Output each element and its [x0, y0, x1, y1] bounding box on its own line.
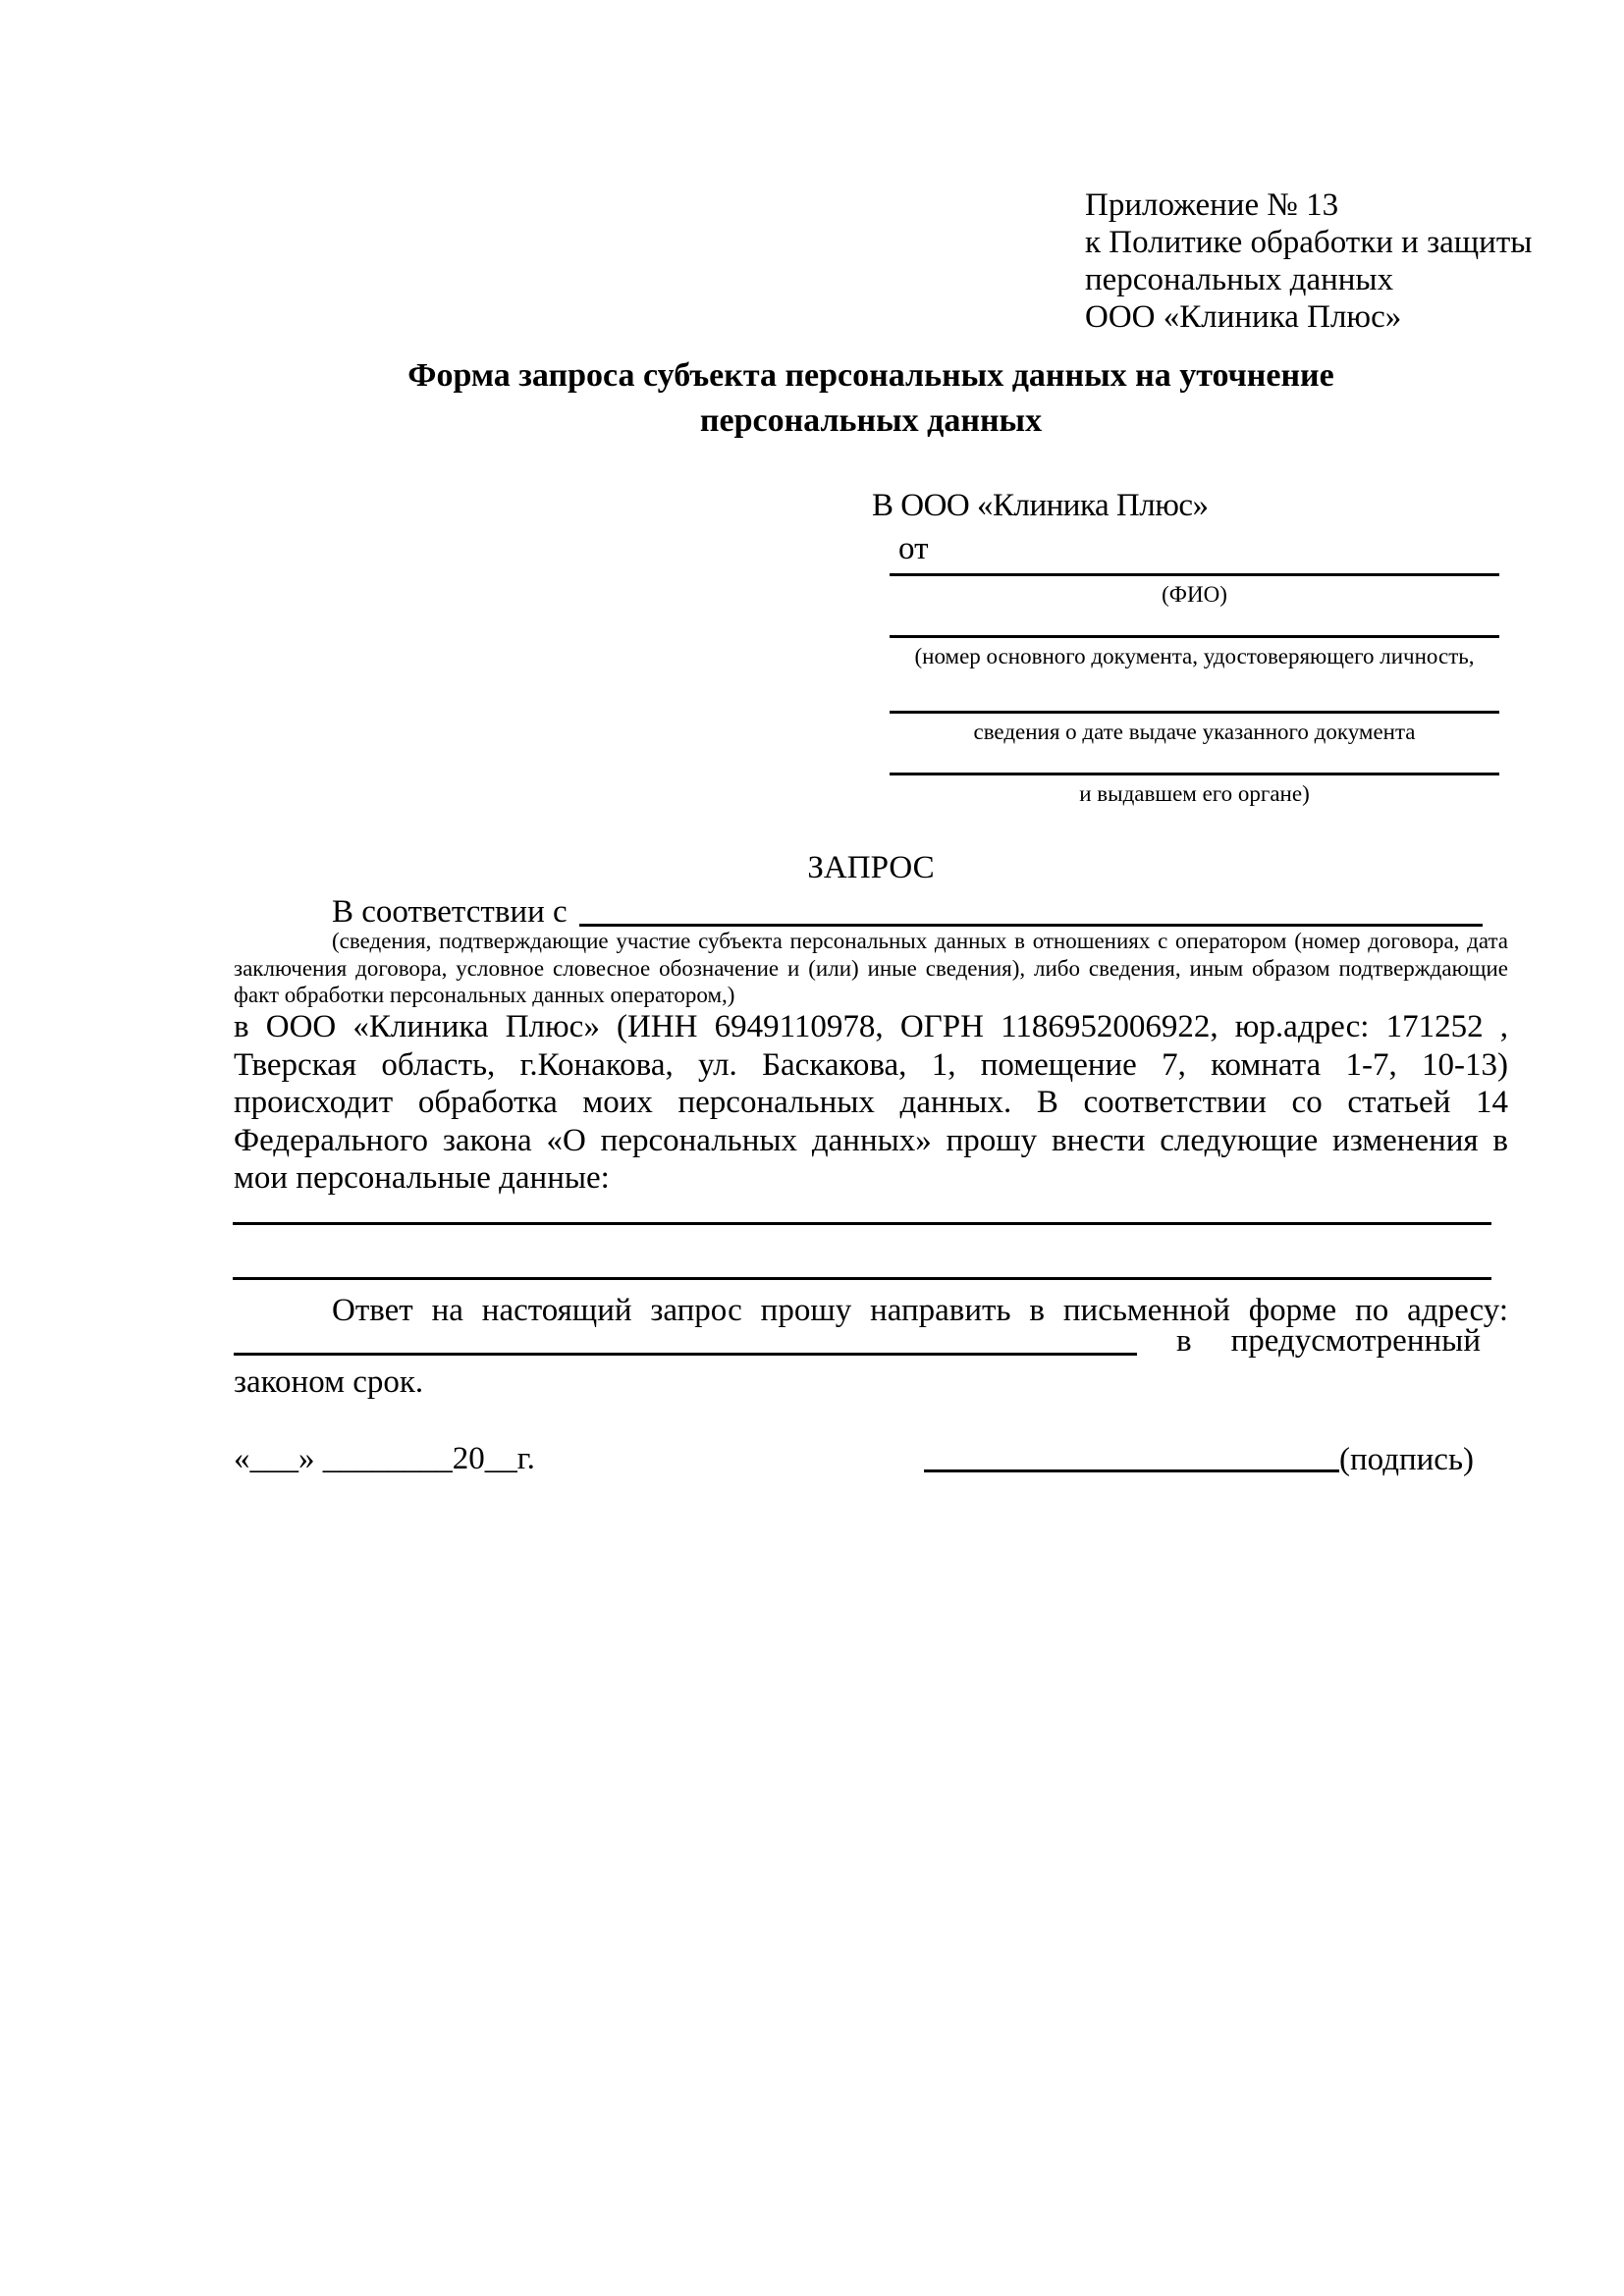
addressee-line: В ООО «Клиника Плюс»: [872, 488, 1209, 523]
appendix-line: к Политике обработки и защиты: [1085, 225, 1533, 260]
reply-tail: законом срок.: [234, 1364, 424, 1400]
reply-word-provided: предусмотренный: [1230, 1323, 1481, 1359]
fio-blank-line[interactable]: [890, 573, 1499, 576]
basis-line: [234, 893, 1483, 931]
appendix-line: Приложение № 13: [1085, 187, 1339, 223]
document-number-blank-line[interactable]: [890, 635, 1499, 638]
changes-blank-line-2[interactable]: [233, 1277, 1491, 1280]
signature-caption: (подпись): [1339, 1442, 1474, 1477]
appendix-line: персональных данных: [1085, 262, 1394, 297]
appendix-reference: [1085, 187, 1532, 336]
form-title-line: персональных данных: [699, 402, 1043, 439]
reply-address-row: [234, 1323, 1481, 1359]
form-title-line: Форма запроса субъекта персональных данных на уточнение: [407, 357, 1334, 394]
basis-prefix: В соответствии с: [332, 894, 568, 930]
body-paragraph: в ООО «Клиника Плюс» (ИНН 6949110978, ОГРН 1186952006922, юр.адрес: 171252 , Тверская область, г.Конакова, ул. Баскакова, 1, помещение 7, комната 1-7, 10-13) происходит обработка моих персональных данных. В соответствии со статьей 14 Федерального закона «О персональных данных» прошу внести следующие изменения в мои персональные данные:: [234, 1009, 1508, 1197]
basis-blank-line[interactable]: [579, 924, 1483, 927]
issue-date-blank-line[interactable]: [890, 711, 1499, 714]
changes-blank-line-1[interactable]: [233, 1222, 1491, 1225]
issuing-authority-blank-line[interactable]: [890, 773, 1499, 775]
document-number-caption: (номер основного документа, удостоверяющего личность,: [914, 644, 1475, 668]
reply-address-blank-line[interactable]: [234, 1353, 1137, 1356]
signature-row: [924, 1441, 1474, 1478]
appendix-line: ООО «Клиника Плюс»: [1085, 299, 1402, 335]
request-heading: ЗАПРОС: [807, 850, 935, 885]
issue-date-caption: сведения о дате выдаче указанного документа: [973, 720, 1416, 744]
footnote-text: (сведения, подтверждающие участие субъекта персональных данных в отношениях с оператором (номер договора, дата заключения договора, условное словесное обозначение и (или) иные сведения), либо сведения, иным образом подтверждающие факт обработки персональных данных оператором,): [234, 929, 1508, 1007]
from-label: от: [898, 531, 929, 566]
fio-caption: (ФИО): [1162, 582, 1227, 607]
issuing-authority-caption: и выдавшем его органе): [1079, 781, 1310, 806]
reply-word-in: в: [1176, 1323, 1192, 1359]
signature-blank-line[interactable]: [924, 1469, 1339, 1472]
reply-sentence: Ответ на настоящий запрос прошу направить в письменной форме по адресу:: [332, 1293, 1508, 1328]
form-title: [234, 353, 1508, 444]
date-blank[interactable]: «___» ________20__г.: [234, 1441, 535, 1476]
